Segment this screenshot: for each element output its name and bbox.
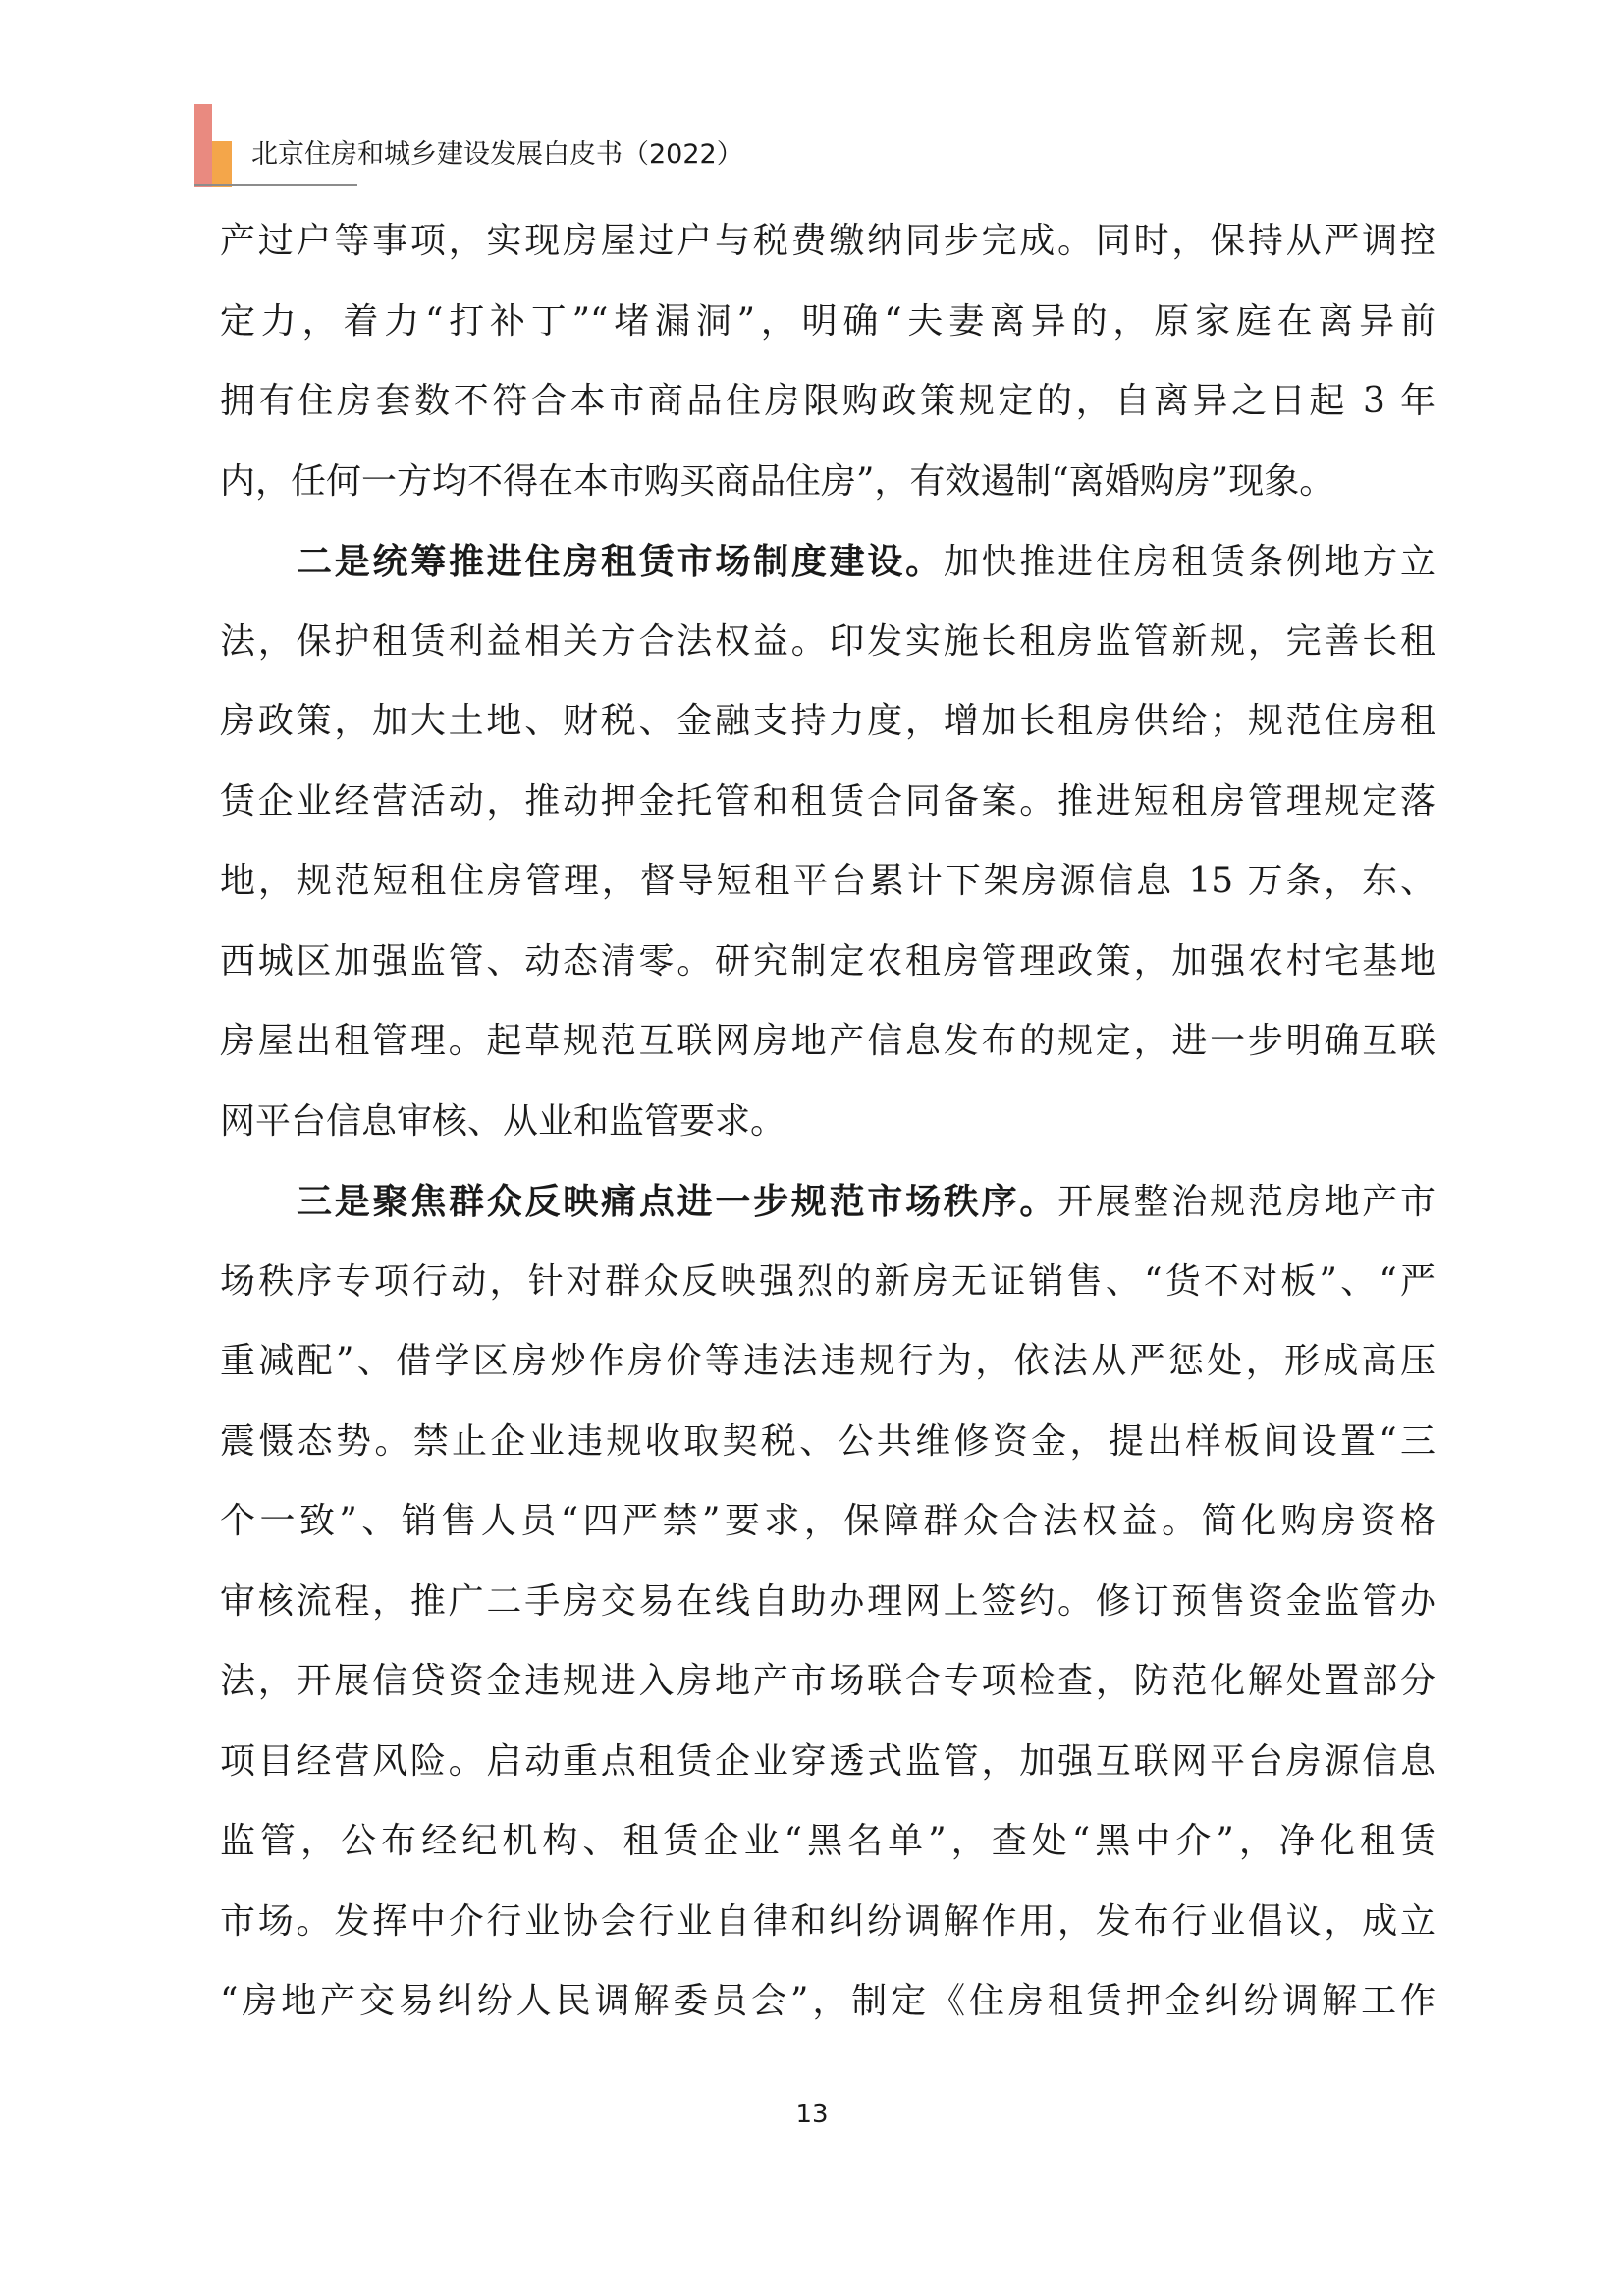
text-line: 赁企业经营活动，推动押金托管和租赁合同备案。推进短租房管理规定落 [220, 780, 1435, 822]
text-line [220, 532, 1435, 613]
text-line: 监管，公布经纪机构、租赁企业“黑名单”，查处“黑中介”，净化租赁 [220, 1821, 1435, 1861]
running-header-title: 北京住房和城乡建设发展白皮书（2022） [251, 139, 743, 170]
paragraph-1 [220, 212, 1435, 532]
text-line: 房政策，加大土地、财税、金融支持力度，增加长租房供给；规范住房租 [220, 701, 1435, 741]
text-line: 房屋出租管理。起草规范互联网房地产信息发布的规定，进一步明确互联 [220, 1021, 1435, 1061]
text-line: 西城区加强监管、动态清零。研究制定农租房管理政策，加强农村宅基地 [220, 940, 1435, 982]
text-line: 重减配”、借学区房炒作房价等违法违规行为，依法从严惩处，形成高压 [220, 1341, 1435, 1381]
header-rule [194, 184, 357, 186]
text-line: 定力，着力“打补丁”“堵漏洞”，明确“夫妻离异的，原家庭在离异前 [220, 300, 1435, 342]
text-line: “房地产交易纠纷人民调解委员会”，制定《住房租赁押金纠纷调解工作 [220, 1981, 1435, 2021]
text-line: 产过户等事项，实现房屋过户与税费缴纳同步完成。同时，保持从严调控 [220, 221, 1435, 261]
text-line: 法，开展信贷资金违规进入房地产市场联合专项检查，防范化解处置部分 [220, 1661, 1435, 1701]
text-line: 拥有住房套数不符合本市商品住房限购政策规定的，自离异之日起 3 年 [220, 381, 1435, 421]
text-run: 开展整治规范房地产市 [1057, 1182, 1435, 1222]
text-line: 个一致”、销售人员“四严禁”要求，保障群众合法权益。简化购房资格 [220, 1501, 1435, 1541]
paragraph-2 [220, 532, 1435, 1172]
text-line: 网平台信息审核、从业和监管要求。 [220, 1100, 786, 1142]
page-number: 13 [795, 2100, 829, 2129]
paragraph-lead: 二是统筹推进住房租赁市场制度建设。 [297, 541, 944, 582]
text-line: 项目经营风险。启动重点租赁企业穿透式监管，加强互联网平台房源信息 [220, 1740, 1435, 1782]
paragraph-lead: 三是聚焦群众反映痛点进一步规范市场秩序。 [297, 1181, 1058, 1222]
text-line: 法，保护租赁利益相关方合法权益。印发实施长租房监管新规，完善长租 [220, 620, 1435, 662]
body-text [220, 212, 1435, 2053]
text-line: 内，任何一方均不得在本市购买商品住房”，有效遏制“离婚购房”现象。 [220, 460, 1335, 502]
text-line: 震慑态势。禁止企业违规收取契税、公共维修资金，提出样板间设置“三 [220, 1420, 1435, 1462]
text-line: 审核流程，推广二手房交易在线自助办理网上签约。修订预售资金监管办 [220, 1580, 1435, 1622]
paragraph-3 [220, 1172, 1435, 2053]
text-line: 场秩序专项行动，针对群众反映强烈的新房无证销售、“货不对板”、“严 [220, 1260, 1435, 1302]
text-line: 地，规范短租住房管理，督导短租平台累计下架房源信息 15 万条，东、 [220, 861, 1435, 901]
header-bar-orange [212, 141, 232, 187]
header-bar-pink [194, 104, 212, 187]
text-line [220, 1172, 1435, 1253]
text-run: 加快推进住房租赁条例地方立 [943, 542, 1435, 582]
text-line: 市场。发挥中介行业协会行业自律和纠纷调解作用，发布行业倡议，成立 [220, 1900, 1435, 1942]
